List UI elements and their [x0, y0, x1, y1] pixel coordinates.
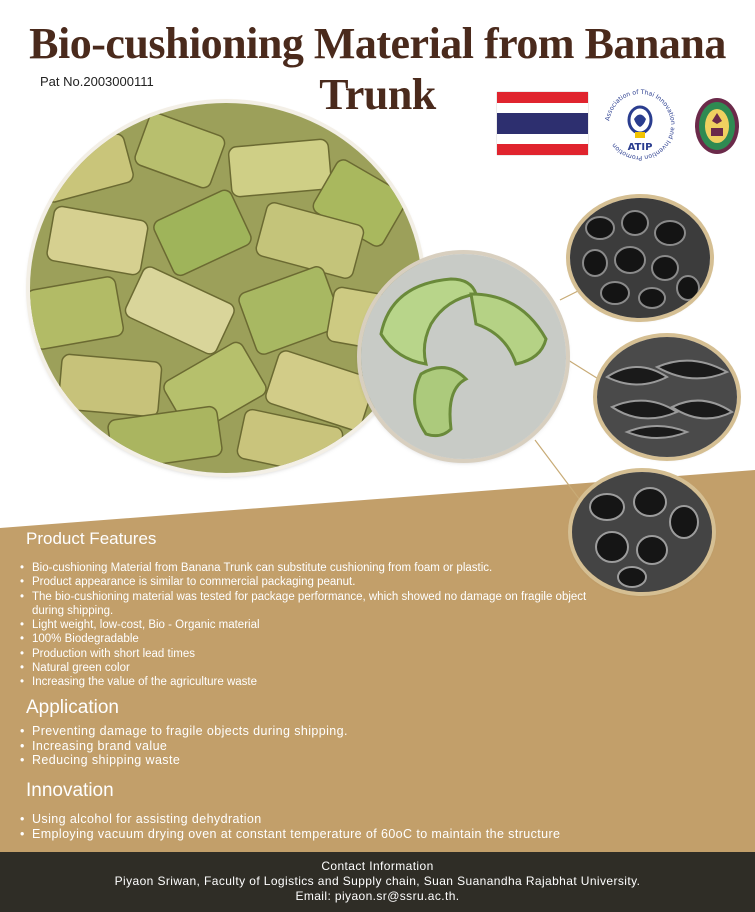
page-title: Bio-cushioning Material from Banana Trunk	[29, 19, 726, 119]
contact-footer	[0, 852, 755, 912]
banana-trunk-cross-section-photo	[361, 254, 566, 459]
list-item: • The bio-cushioning material was tested for package performance, which showed no damage on fragile object during shipping.	[20, 590, 600, 619]
list-item: • Bio-cushioning Material from Banana Trunk can substitute cushioning from foam or plastic.	[20, 561, 600, 575]
thai-flag-image	[497, 92, 588, 155]
innovation-list	[20, 812, 560, 841]
list-item: • Production with short lead times	[20, 647, 600, 661]
contact-email: Email: piyaon.sr@ssru.ac.th.	[295, 889, 460, 903]
sem-micrograph-1	[570, 198, 710, 318]
university-seal-logo	[693, 96, 741, 156]
sem-micrograph-2	[597, 337, 737, 457]
list-item: • Product appearance is similar to commercial packaging peanut.	[20, 575, 600, 589]
banana-trunk-pieces-photo	[30, 103, 422, 473]
contact-heading: Contact Information	[321, 859, 434, 873]
list-item: • Preventing damage to fragile objects during shipping.	[20, 724, 348, 739]
list-item: • Light weight, low-cost, Bio - Organic material	[20, 618, 600, 632]
innovation-heading: Innovation	[26, 780, 114, 801]
atip-label: ATIP	[627, 142, 653, 153]
list-item: • Employing vacuum drying oven at constant temperature of 60oC to maintain the structure	[20, 827, 560, 842]
features-list	[20, 561, 600, 690]
application-heading: Application	[26, 697, 119, 718]
list-item: • Using alcohol for assisting dehydration	[20, 812, 560, 827]
contact-line-1: Piyaon Sriwan, Faculty of Logistics and Supply chain, Suan Suanandha Rajabhat University.	[114, 874, 641, 888]
atip-ring-text: Association of Thai Innovation and Invention Promotion	[604, 88, 677, 162]
application-list	[20, 724, 348, 768]
list-item: • Reducing shipping waste	[20, 753, 348, 768]
list-item: • Natural green color	[20, 661, 600, 675]
atip-logo	[601, 86, 679, 164]
list-item: • 100% Biodegradable	[20, 632, 600, 646]
list-item: • Increasing the value of the agriculture waste	[20, 675, 600, 689]
features-heading: Product Features	[26, 529, 157, 548]
patent-number: Pat No.2003000111	[40, 74, 154, 89]
list-item: • Increasing brand value	[20, 739, 348, 754]
